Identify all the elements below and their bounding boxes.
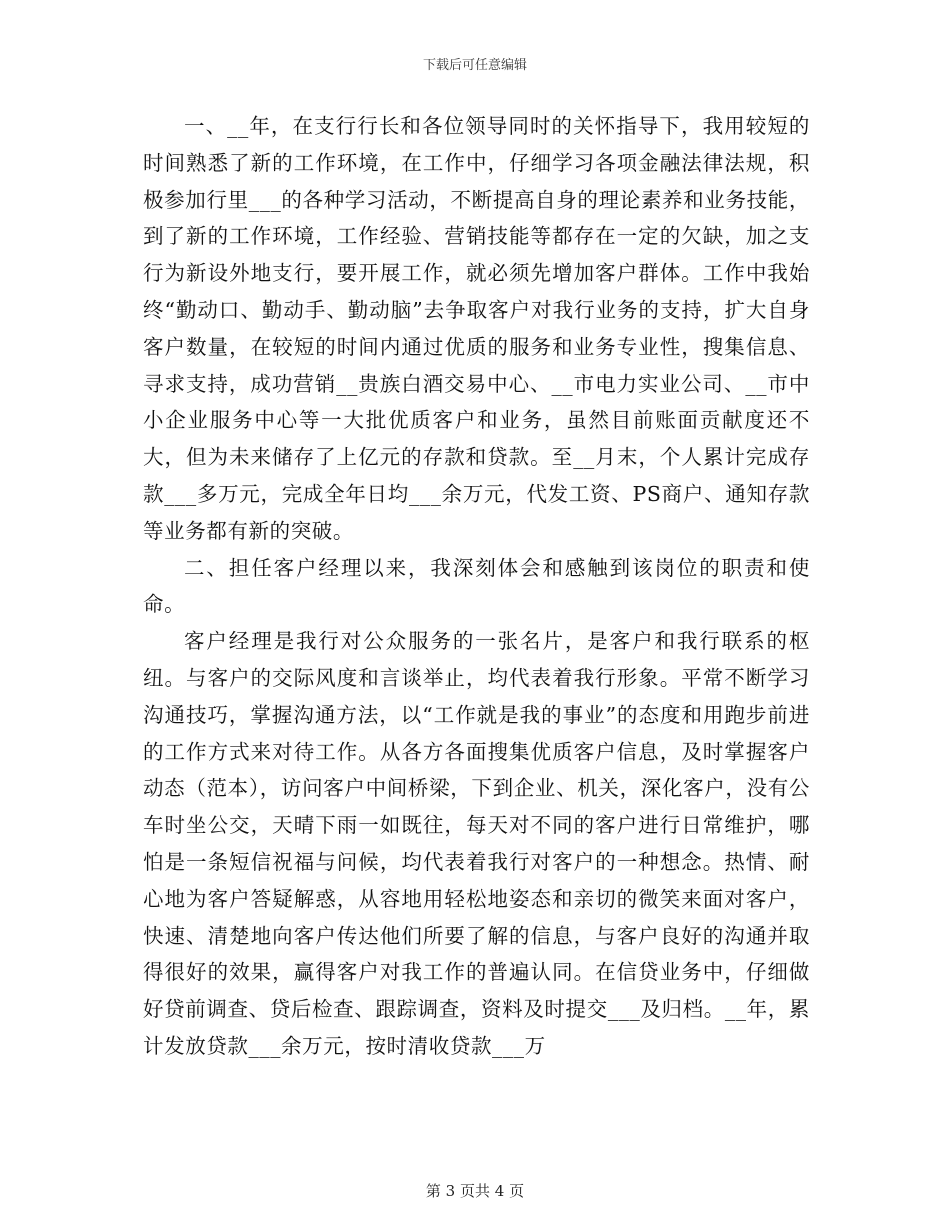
paragraph-2: 二、担任客户经理以来，我深刻体会和感触到该岗位的职责和使命。 <box>143 555 810 617</box>
document-body <box>143 108 810 1065</box>
page-header: 下载后可任意编辑 <box>422 58 527 73</box>
paragraph-1: 一、__年，在支行行长和各位领导同时的关怀指导下，我用较短的时间熟悉了新的工作环境，在工作中，仔细学习各项金融法律法规，积极参加行里___的各种学习活动，不断提高自身的理论素养和业务技能，到了新的工作环境，工作经验、营销技能等都存在一定的欠缺，加之支行为新设外地支行，要开展工作，就必须先增加客户群体。工作中我始终“勤动口、勤动手、勤动脑”去争取客户对我行业务的支持，扩大自身客户数量，在较短的时间内通过优质的服务和业务专业性，搜集信息、寻求支持，成功营销__贵族白酒交易中心、__市电力实业公司、__市中小企业服务中心等一大批优质客户和业务，虽然目前账面贡献度还不大，但为未来储存了上亿元的存款和贷款。至__月末，个人累计完成存款___多万元，完成全年日均___余万元，代发工资、PS商户、通知存款等业务都有新的突破。 <box>143 114 810 543</box>
paragraph-3: 客户经理是我行对公众服务的一张名片，是客户和我行联系的枢纽。与客户的交际风度和言谈举止，均代表着我行形象。平常不断学习沟通技巧，掌握沟通方法，以“工作就是我的事业”的态度和用跑步前进的工作方式来对待工作。从各方各面搜集优质客户信息，及时掌握客户动态（范本），访问客户中间桥梁，下到企业、机关，深化客户，没有公车时坐公交，天晴下雨一如既往，每天对不同的客户进行日常维护，哪怕是一条短信祝福与问候，均代表着我行对客户的一种想念。热情、耐心地为客户答疑解惑，从容地用轻松地姿态和亲切的微笑来面对客户，快速、清楚地向客户传达他们所要了解的信息，与客户良好的沟通并取得很好的效果，赢得客户对我工作的普遍认同。在信贷业务中，仔细做好贷前调查、贷后检查、跟踪调查，资料及时提交___及归档。__年，累计发放贷款___余万元，按时清收贷款___万 <box>143 629 810 1058</box>
page-footer: 第 3 页共 4 页 <box>425 1182 525 1200</box>
